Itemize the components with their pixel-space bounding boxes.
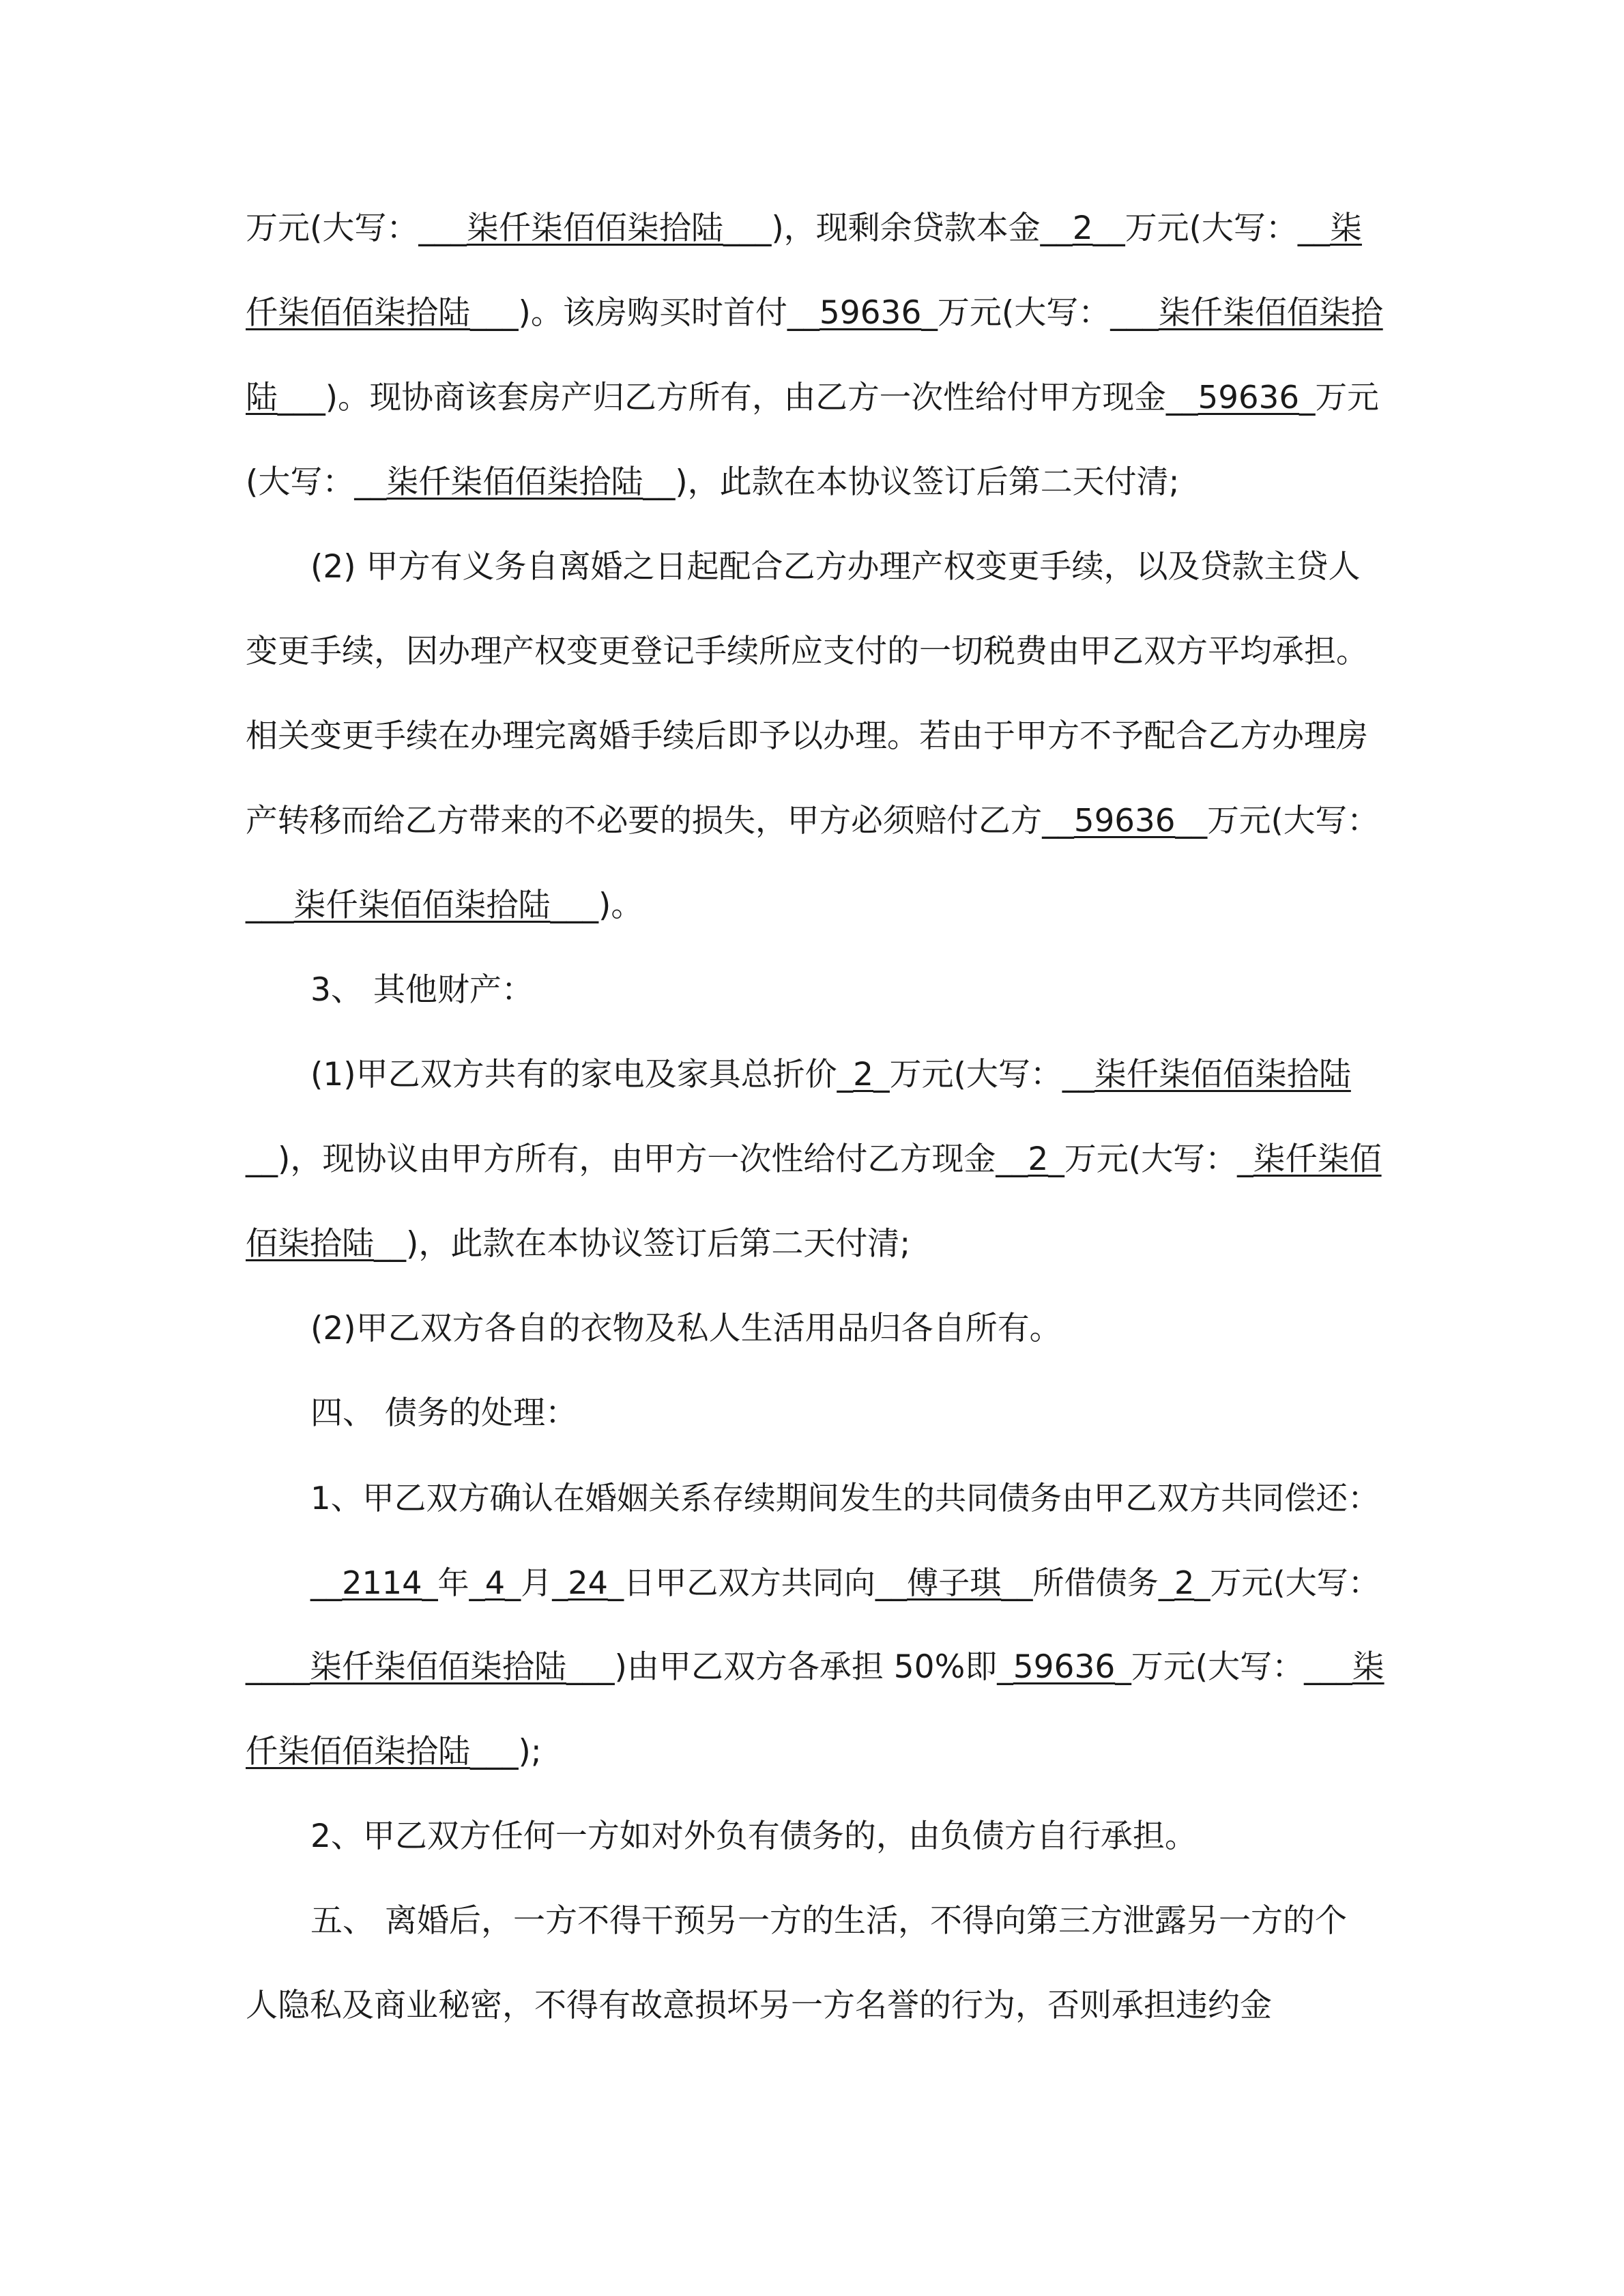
text-line-18	[246, 1625, 1385, 1710]
line-text: 产转移而给乙方带来的不必要的损失，甲方必须赔付乙方__	[246, 803, 1074, 840]
text-line-20	[310, 1794, 1385, 1879]
text-line-21	[310, 1879, 1385, 1964]
line-text: __万元(大写：	[1175, 803, 1379, 840]
line-text: _万元(大写：___	[1115, 1648, 1352, 1686]
filled-blank-text: 2	[1174, 1564, 1195, 1601]
line-text: 3、 其他财产：	[310, 971, 534, 1009]
line-text: 变更手续，因办理产权变更登记手续所应支付的一切税费由甲乙双方平均承担。	[246, 633, 1368, 670]
text-line-7	[246, 694, 1385, 779]
line-text: (1)甲乙双方共有的家电及家具总折价_	[310, 1056, 854, 1093]
filled-blank-text: 59636	[1198, 379, 1300, 416]
line-text: ___)。该房购买时首付__	[470, 294, 820, 332]
filled-blank-text: 59636	[1073, 803, 1176, 840]
filled-blank-text: 柒	[1329, 210, 1362, 247]
line-text: (大写：__	[246, 463, 387, 501]
line-text: __)，此款在本协议签订后第二天付清;	[374, 1225, 911, 1263]
filled-blank-text: 仟柒佰佰柒拾陆	[246, 294, 470, 332]
line-text: 1、甲乙双方确认在婚姻关系存续期间发生的共同债务由甲乙双方共同偿还：	[310, 1480, 1380, 1517]
text-line-13	[246, 1202, 1385, 1287]
text-line-3	[246, 356, 1385, 440]
filled-blank-text: 柒仟柒佰佰柒拾	[1158, 294, 1383, 332]
line-text: 四、 债务的处理：	[310, 1394, 577, 1432]
filled-blank-text: 59636	[1013, 1648, 1116, 1686]
line-text: 五、 离婚后，一方不得干预另一方的生活，不得向第三方泄露另一方的个	[310, 1902, 1347, 1940]
filled-blank-text: 59636	[819, 294, 922, 332]
text-line-6	[246, 609, 1385, 694]
line-text: __)，此款在本协议签订后第二天付清;	[643, 463, 1180, 501]
line-text: __)，现协议由甲方所有，由甲方一次性给付乙方现金__	[246, 1140, 1028, 1178]
filled-blank-text: 柒仟柒佰佰柒拾陆	[386, 463, 643, 501]
filled-blank-text: 柒仟柒佰	[1253, 1140, 1382, 1178]
line-text: _月_	[505, 1564, 568, 1601]
line-text: __所借债务_	[1001, 1564, 1174, 1601]
line-text: _日甲乙双方共同向__	[607, 1564, 908, 1601]
text-line-1	[246, 186, 1385, 271]
line-text: 相关变更手续在办理完离婚手续后即予以办理。若由于甲方不予配合乙方办理房	[246, 717, 1368, 755]
line-text: __	[310, 1564, 343, 1601]
text-line-12	[246, 1117, 1385, 1202]
line-text: 人隐私及商业秘密，不得有故意损坏另一方名誉的行为，否则承担违约金	[246, 1987, 1272, 2024]
filled-blank-text: 24	[568, 1564, 608, 1601]
filled-blank-text: 柒	[1352, 1648, 1384, 1686]
line-text: ___	[246, 887, 294, 924]
text-line-19	[246, 1710, 1385, 1794]
line-text: _万元(大写：__	[873, 1056, 1094, 1093]
text-line-9	[246, 863, 1385, 948]
line-text: (2)甲乙双方各自的衣物及私人生活用品归各自所有。	[310, 1310, 1062, 1347]
text-line-14	[310, 1287, 1385, 1371]
text-line-22	[246, 1964, 1385, 2048]
filled-blank-text: 2	[853, 1056, 873, 1093]
filled-blank-text: 4	[484, 1564, 506, 1601]
line-text: _万元(大写：_	[1048, 1140, 1253, 1178]
line-text: ___)，现剩余贷款本金__	[723, 210, 1073, 247]
line-text: ____	[246, 1648, 310, 1686]
filled-blank-text: 柒仟柒佰佰柒拾陆	[466, 210, 723, 247]
line-text: 万元(大写：___	[246, 210, 467, 247]
text-line-2	[246, 271, 1385, 356]
filled-blank-text: 仟柒佰佰柒拾陆	[246, 1733, 470, 1770]
line-text: ___)。现协商该套房产归乙方所有，由乙方一次性给付甲方现金__	[277, 379, 1198, 416]
text-line-5	[310, 525, 1385, 609]
filled-blank-text: 2114	[342, 1564, 422, 1601]
filled-blank-text: 2	[1072, 210, 1093, 247]
filled-blank-text: 柒仟柒佰佰柒拾陆	[293, 887, 551, 924]
line-text: (2) 甲方有义务自离婚之日起配合乙方办理产权变更手续，以及贷款主贷人	[310, 548, 1361, 586]
line-text: ___);	[470, 1733, 542, 1770]
text-line-15	[310, 1371, 1385, 1456]
text-line-17	[310, 1540, 1385, 1625]
line-text: __万元(大写：__	[1092, 210, 1330, 247]
text-line-8	[246, 779, 1385, 863]
line-text: ___)。	[550, 887, 643, 924]
filled-blank-text: 2	[1028, 1140, 1049, 1178]
filled-blank-text: 柒仟柒佰佰柒拾陆	[1094, 1056, 1351, 1093]
line-text: _万元(大写：___	[921, 294, 1159, 332]
line-text: 2、甲乙双方任何一方如对外负有债务的，由负债方自行承担。	[310, 1818, 1197, 1855]
text-line-16	[310, 1456, 1385, 1540]
text-line-4	[246, 440, 1385, 525]
filled-blank-text: 柒仟柒佰佰柒拾陆	[310, 1648, 566, 1686]
line-text: _年_	[422, 1564, 485, 1601]
line-text: _万元	[1299, 379, 1379, 416]
text-line-10	[310, 948, 1385, 1033]
filled-blank-text: 佰柒拾陆	[246, 1225, 374, 1263]
line-text: ___)由甲乙双方各承担 50%即_	[566, 1648, 1013, 1686]
line-text: _万元(大写：	[1194, 1564, 1380, 1601]
filled-blank-text: 陆	[246, 379, 278, 416]
filled-blank-text: 傅子琪	[907, 1564, 1002, 1601]
text-line-11	[310, 1033, 1385, 1117]
